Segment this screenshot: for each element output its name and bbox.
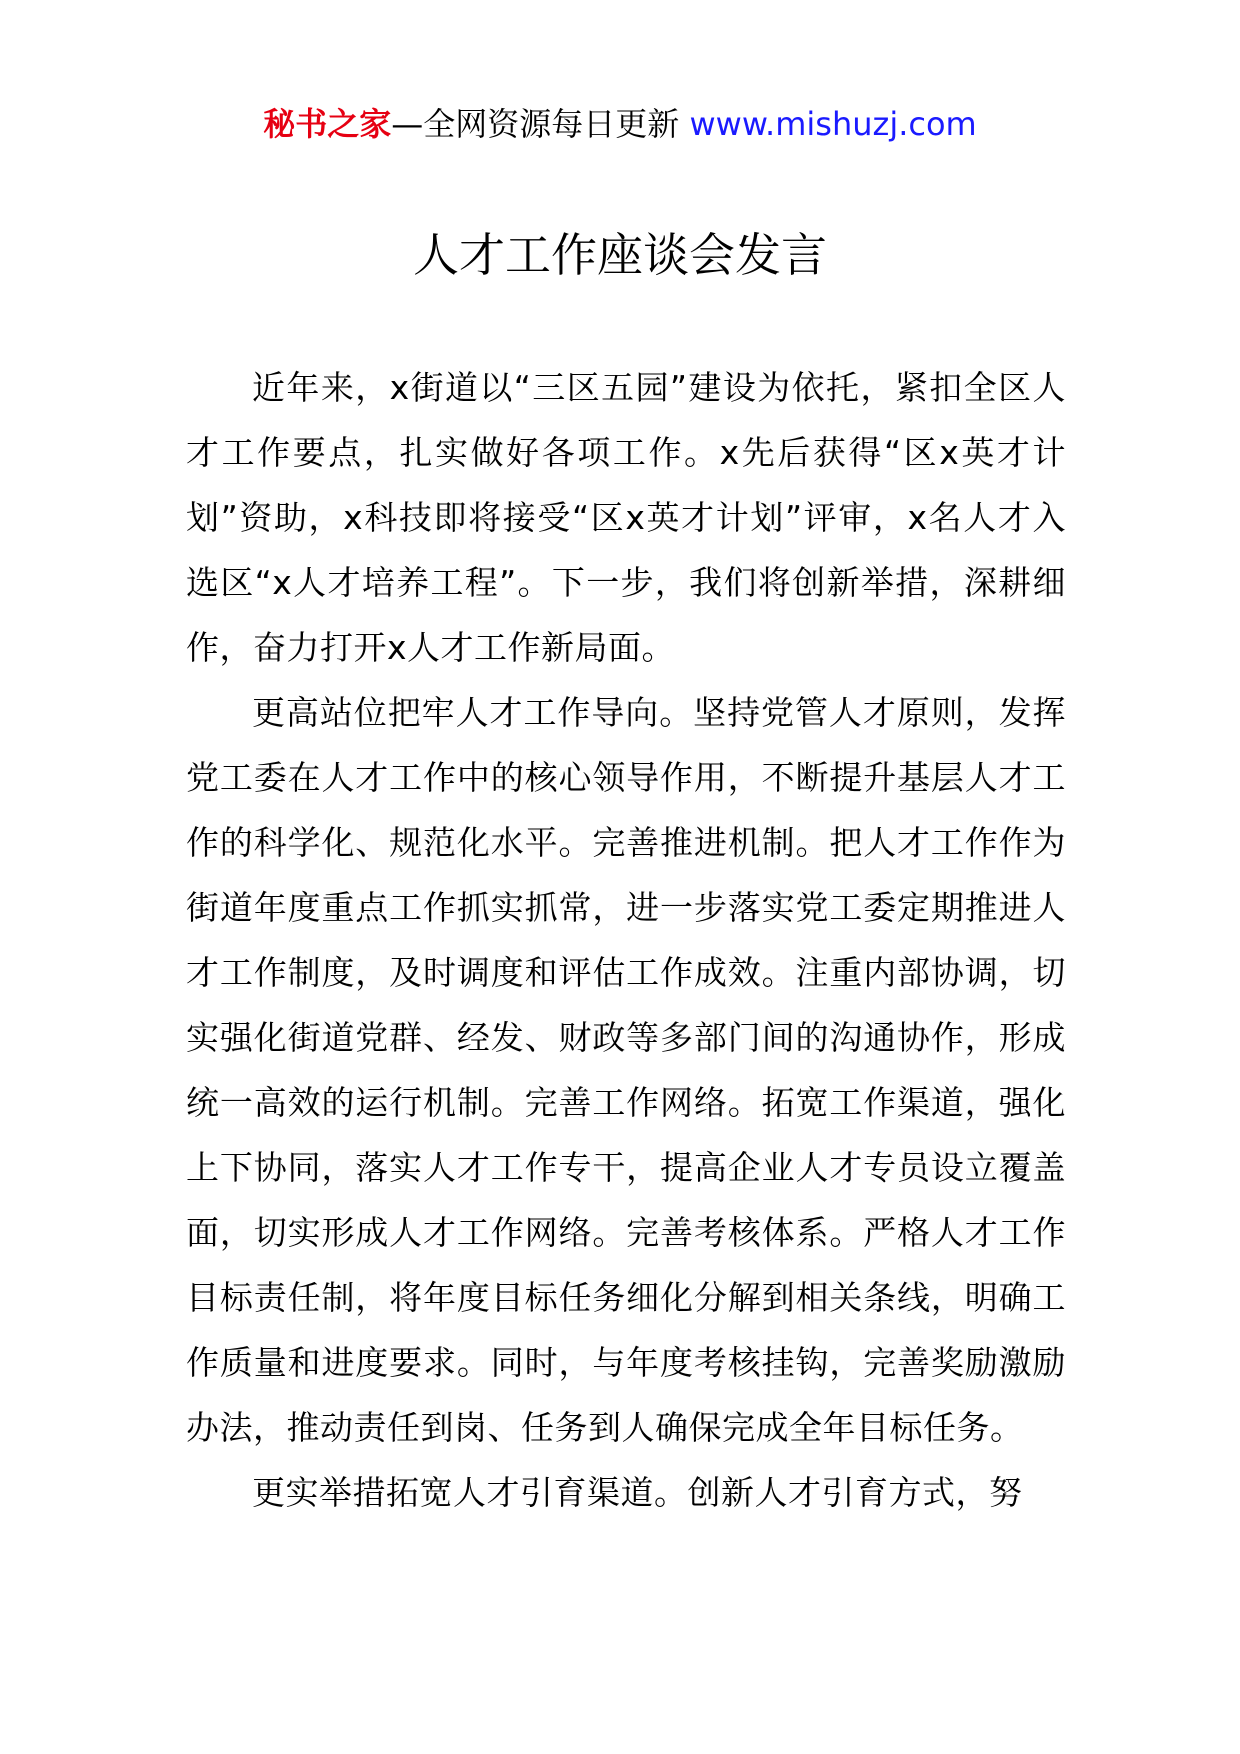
header-tagline: —全网资源每日更新 (391, 105, 690, 143)
site-header (0, 100, 1240, 148)
document-title: 人才工作座谈会发言 (413, 228, 827, 282)
paragraph-talent-guidance: 更高站位把牢人才工作导向。坚持党管人才原则，发挥党工委在人才工作中的核心领导作用，不断提升基层人才工作的科学化、规范化水平。完善推进机制。把人才工作作为街道年度重点工作抓实抓常，进一步落实党工委定期推进人才工作制度，及时调度和评估工作成效。注重内部协调，切实强化街道党群、经发、财政等多部门间的沟通协作，形成统一高效的运行机制。完善工作网络。拓宽工作渠道，强化上下协同，落实人才工作专干，提高企业人才专员设立覆盖面，切实形成人才工作网络。完善考核体系。严格人才工作目标责任制，将年度目标任务细化分解到相关条线，明确工作质量和进度要求。同时，与年度考核挂钩，完善奖励激励办法，推动责任到岗、任务到人确保完成全年目标任务。 (186, 693, 1066, 1447)
document-body (186, 355, 1066, 1525)
paragraph-talent-channels: 更实举措拓宽人才引育渠道。创新人才引育方式，努 (252, 1473, 1023, 1512)
site-url-link[interactable]: www.mishuzj.com (689, 105, 977, 143)
brand-name: 秘书之家 (263, 105, 392, 143)
paragraph-intro: 近年来，x街道以“三区五园”建设为依托，紧扣全区人才工作要点，扎实做好各项工作。x先后获得“区x英才计划”资助，x科技即将接受“区x英才计划”评审，x名人才入选区“x人才培养工程”。下一步，我们将创新举措，深耕细作，奋力打开x人才工作新局面。 (186, 368, 1066, 667)
